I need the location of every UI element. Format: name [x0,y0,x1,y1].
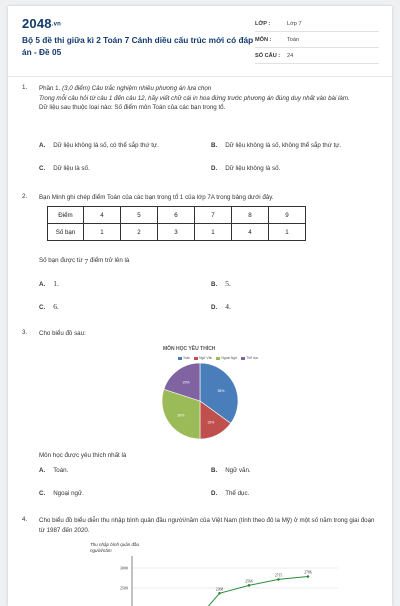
prompt-value: 7 [84,257,88,266]
legend-label: Toán [183,356,190,360]
legend-item [194,356,212,360]
exam-meta [255,16,379,64]
legend-label: Thể dục [246,356,258,360]
option-c[interactable]: C. Ngoại ngữ. [39,490,84,497]
data-label: 2368 [216,587,224,591]
question-number: 2. [22,193,27,200]
option-d[interactable]: D. Thể dục. [211,490,249,497]
legend-swatch [178,357,182,360]
table-cell: 1 [269,224,306,241]
option-c[interactable]: C. 6. [39,302,59,311]
option-c[interactable]: C. Dữ liệu là số. [39,165,90,172]
y-tick-label: 2500 [120,586,128,591]
legend-label: Ngữ Văn [199,356,212,360]
table-header-cell: Số bạn [48,224,84,241]
line-chart [8,556,392,606]
question-stem: Cho biểu đồ sau: [39,329,86,339]
pie-slice-label: 20% [183,380,190,384]
meta-row-class: LỚP : Lớp 7 [255,16,379,32]
question-prompt: Số bạn được từ 7 điểm trở lên là [39,255,129,266]
question-stem: Bạn Minh ghi chép điểm Toán của các bạn trong tổ 1 của lớp 7A trong bảng dưới đây. [39,193,379,203]
data-label: 2715 [275,573,283,577]
pie-slice-label: 15% [207,420,214,424]
option-a[interactable]: A. 1. [39,279,59,288]
table-cell: 8 [232,207,269,224]
data-label: 2566 [245,579,253,583]
table-row [48,207,306,224]
table-cell: 5 [121,207,158,224]
question-prompt: Môn học được yêu thích nhất là [39,451,126,461]
option-d[interactable]: D. Dữ liệu không là số. [211,165,280,172]
table-cell: 1 [195,224,232,241]
line-point [277,578,280,581]
legend-swatch [241,357,245,360]
pie-slice-label: 30% [177,413,184,417]
table-row [48,224,306,241]
data-label: 2786 [304,571,312,575]
legend-item [216,356,237,360]
question-number: 4. [22,516,27,523]
question-stem: Dữ liệu sau thuộc loại nào: Số điểm môn Toán của các bạn trong tổ. [39,103,379,113]
legend-item [178,356,190,360]
y-tick-label: 3000 [120,566,128,571]
site-logo[interactable]: 2048.vn [22,16,61,31]
table-cell: 4 [232,224,269,241]
pie-chart [8,361,392,451]
legend-swatch [194,357,198,360]
table-cell: 6 [158,207,195,224]
option-a[interactable]: A. Dữ liệu không là số, có thể sắp thứ tự. [39,142,159,149]
question-number: 1. [22,84,27,91]
legend-swatch [216,357,220,360]
table-cell: 4 [84,207,121,224]
line-point [218,592,221,595]
pie-slice-label: 35% [217,389,224,393]
table-cell: 9 [269,207,306,224]
question-1 [39,84,379,113]
part-heading: Phần 1. (3,0 điểm) Câu trắc nghiệm nhiều phương án lựa chọn [39,84,379,94]
legend-label: Ngoại Ngữ [221,356,237,360]
table-cell: 2 [121,224,158,241]
logo-suffix: .vn [52,22,61,28]
option-a[interactable]: A. Toán. [39,467,68,474]
document-page [8,6,392,606]
line-point [307,575,310,578]
question-number: 3. [22,329,27,336]
line-chart-title: Thu nhập bình quân đầu người/năm [90,542,150,554]
table-cell: 7 [195,207,232,224]
table-cell: 3 [158,224,195,241]
page-title: Bộ 5 đề thi giữa kì 2 Toán 7 Cánh diều cấu trúc mới có đáp án - Đề 05 [22,34,258,58]
meta-row-subject: MÔN : Toán [255,32,379,48]
option-b[interactable]: B. 5. [211,279,231,288]
meta-row-count: SỐ CÂU : 24 [255,48,379,64]
question-stem: Cho biểu đồ biểu diễn thu nhập bình quân đầu người/năm của Việt Nam (tính theo đô la Mỹ) ở một số năm trong giai đoạn từ 1987 đến 2020. [39,516,379,535]
table-header-cell: Điểm [48,207,84,224]
option-b[interactable]: B. Ngữ văn. [211,467,251,474]
instruction-text: Trong mỗi câu hỏi từ câu 1 đến câu 12, hãy viết chữ cái in hoa đứng trước phương án đúng duy nhất vào bài làm. [39,94,379,104]
pie-chart-title: MÔN HỌC YÊU THÍCH [163,346,215,352]
score-table [47,206,306,241]
table-cell: 1 [84,224,121,241]
option-d[interactable]: D. 4. [211,302,231,311]
line-point [248,584,251,587]
legend-item [241,356,258,360]
header-divider [8,76,392,77]
option-b[interactable]: B. Dữ liệu không là số, không thể sắp thứ tự. [211,142,341,149]
pie-legend [178,356,258,360]
